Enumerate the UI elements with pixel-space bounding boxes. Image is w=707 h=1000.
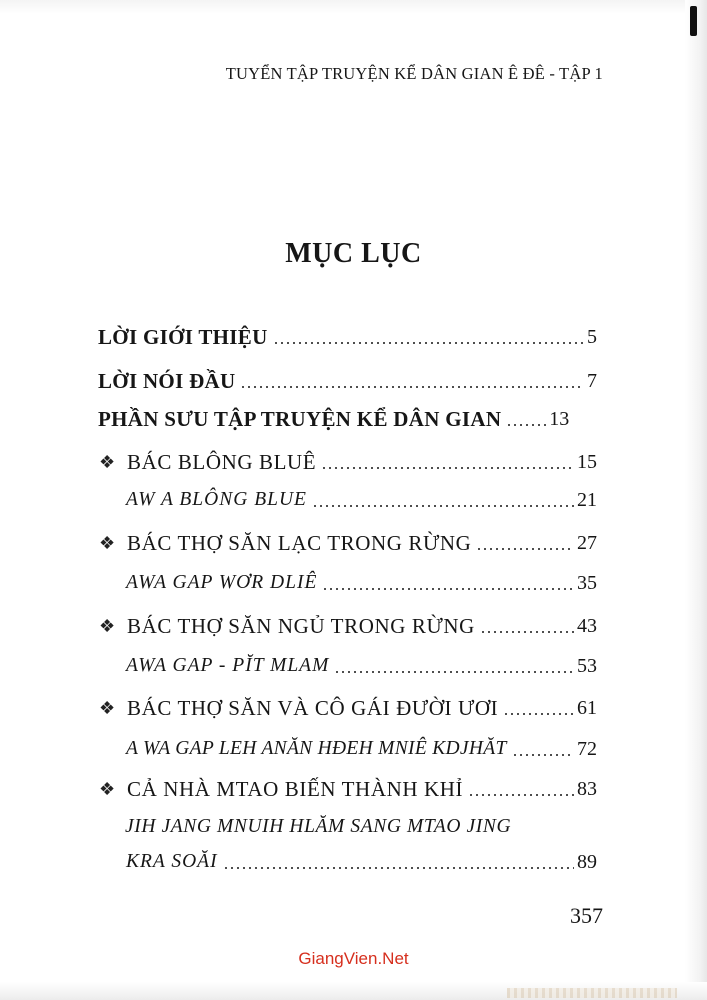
toc-entry[interactable] (0, 404, 707, 432)
dot-leader (273, 342, 584, 344)
toc-entry-page: 5 (587, 326, 597, 348)
toc-entry[interactable] (0, 611, 707, 639)
toc-entry-page: 15 (577, 451, 597, 473)
toc-entry[interactable] (0, 847, 707, 875)
running-header: TUYỂN TẬP TRUYỆN KỂ DÂN GIAN Ê ĐÊ - TẬP 1 (225, 64, 603, 83)
dot-leader (223, 867, 574, 869)
dot-leader (506, 424, 546, 426)
diamond-bullet-icon: ❖ (99, 533, 116, 553)
toc-entry-page: 43 (577, 615, 597, 637)
toc-entry-page: 83 (577, 778, 597, 800)
toc-entry-label: BÁC THỢ SĂN NGỦ TRONG RỪNG (127, 614, 475, 638)
toc-entry[interactable] (0, 568, 707, 596)
page-number: 357 (570, 903, 603, 928)
diamond-bullet-icon: ❖ (99, 452, 116, 472)
toc-entry-label: BÁC THỢ SĂN VÀ CÔ GÁI ĐƯỜI ƯƠI (127, 696, 499, 720)
dot-leader (321, 467, 574, 469)
diamond-bullet-icon: ❖ (99, 616, 116, 636)
toc-entry-label-line1: JIH JANG MNUIH HLĂM SANG MTAO JING (125, 816, 512, 837)
toc-entry-page: 21 (577, 489, 597, 511)
toc-entry-label: PHẦN SƯU TẬP TRUYỆN KỂ DÂN GIAN (98, 407, 502, 431)
toc-entry-label: LỜI GIỚI THIỆU (98, 325, 268, 349)
toc-entry[interactable] (0, 485, 707, 513)
toc-entry-page: 13 (549, 408, 570, 430)
toc-entry-label: BÁC BLÔNG BLUÊ (127, 450, 317, 474)
toc-entry-page: 35 (577, 572, 597, 594)
page-top-edge (0, 0, 707, 14)
dot-leader (480, 631, 574, 633)
decorative-pattern (507, 988, 677, 998)
dot-leader (512, 754, 574, 756)
toc-entry-page: 53 (577, 655, 597, 677)
toc-entry[interactable] (0, 734, 707, 762)
toc-entry[interactable] (0, 528, 707, 556)
toc-entry[interactable] (0, 322, 707, 350)
toc-entry-label-line2: KRA SOĂI (126, 851, 218, 872)
toc-entry-label: BÁC THỢ SĂN LẠC TRONG RỪNG (127, 531, 472, 555)
toc-entry-page: 89 (577, 851, 597, 873)
toc-entry[interactable] (0, 774, 707, 802)
toc-entry-label: CẢ NHÀ MTAO BIẾN THÀNH KHỈ (127, 777, 464, 801)
dot-leader (468, 794, 574, 796)
toc-entry-label: LỜI NÓI ĐẦU (98, 369, 236, 393)
toc-entry-page: 27 (577, 532, 597, 554)
diamond-bullet-icon: ❖ (99, 779, 116, 799)
dot-leader (334, 671, 574, 673)
dot-leader (476, 548, 574, 550)
watermark: GiangVien.Net (298, 949, 409, 968)
toc-entry[interactable] (0, 651, 707, 679)
toc-entry-page: 61 (577, 697, 597, 719)
toc-entry[interactable] (0, 693, 707, 721)
toc-entry-label: AW A BLÔNG BLUE (126, 489, 307, 510)
page-title: MỤC LỤC (285, 238, 422, 269)
toc-entry-page: 72 (577, 738, 597, 760)
toc-entry[interactable] (0, 366, 707, 394)
toc-entry-label: A WA GAP LEH ANĂN HĐEH MNIÊ KDJHĂT (126, 738, 507, 759)
binding-mark (690, 6, 697, 36)
dot-leader (312, 505, 574, 507)
dot-leader (322, 588, 574, 590)
diamond-bullet-icon: ❖ (99, 698, 116, 718)
dot-leader (240, 386, 584, 388)
toc-entry-label: AWA GAP - PĬT MLAM (126, 655, 330, 676)
dot-leader (503, 713, 574, 715)
toc-entry[interactable] (0, 447, 707, 475)
toc-entry-label: AWA GAP WƠR DLIÊ (126, 572, 318, 593)
toc-entry-page: 7 (587, 370, 597, 392)
